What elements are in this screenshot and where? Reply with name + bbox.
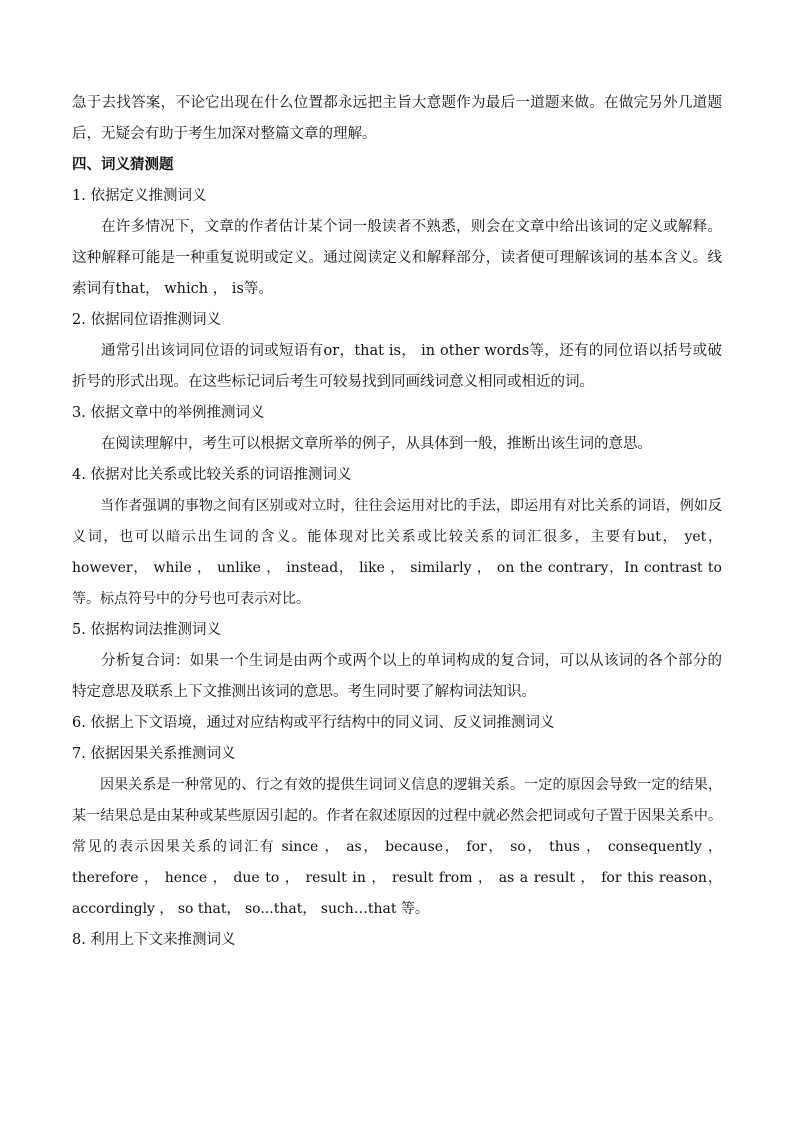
intro-paragraph: 急于去找答案，不论它出现在什么位置都永远把主旨大意题作为最后一道题来做。在做完另外几道题后，无疑会有助于考生加深对整篇文章的理解。 (72, 95, 722, 142)
item-4-body: 当作者强调的事物之间有区别或对立时，往往会运用对比的手法，即运用有对比关系的词语，例如反义词，也可以暗示出生词的含义。能体现对比关系或比较关系的词汇很多，主要有but， yet， however， while ， unlike ， instead， like ， similarly ， on the contrary，In contrast to等。标点符号中的分号也可表示对比。 (72, 498, 722, 607)
item-1-title: 1. 依据定义推测词义 (72, 188, 207, 204)
item-4-title: 4. 依据对比关系或比较关系的词语推测词义 (72, 467, 352, 483)
item-2-title: 2. 依据同位语推测词义 (72, 312, 221, 328)
item-2-body: 通常引出该词同位语的词或短语有or，that is， in other words等，还有的同位语以括号或破折号的形式出现。在这些标记词后考生可较易找到同画线词意义相同或相近的词。 (72, 343, 722, 390)
item-6-title: 6. 依据上下文语境，通过对应结构或平行结构中的同义词、反义词推测词义 (72, 715, 555, 731)
item-3-body: 在阅读理解中，考生可以根据文章所举的例子，从具体到一般，推断出该生词的意思。 (101, 436, 652, 452)
item-7-body: 因果关系是一种常见的、行之有效的提供生词词义信息的逻辑关系。一定的原因会导致一定的结果，某一结果总是由某种或某些原因引起的。作者在叙述原因的过程中就必然会把词或句子置于因果关系中。常见的表示因果关系的词汇有 since ， as， because， for， so， thus ， consequently ， therefore ， hence ， due to ， result in ， result from ， as a result ， for this reason， accordingly ， so that， so...that， such…that 等。 (72, 777, 722, 917)
item-3-title: 3. 依据文章中的举例推测词义 (72, 405, 265, 421)
item-8-title: 8. 利用上下文来推测词义 (72, 932, 236, 948)
section-heading: 四、词义猜测题 (72, 157, 174, 173)
item-5-body: 分析复合词：如果一个生词是由两个或两个以上的单词构成的复合词，可以从该词的各个部分的特定意思及联系上下文推测出该词的意思。考生同时要了解构词法知识。 (72, 653, 722, 700)
document-page (72, 88, 722, 956)
item-7-title: 7. 依据因果关系推测词义 (72, 746, 236, 762)
item-5-title: 5. 依据构词法推测词义 (72, 622, 221, 638)
item-1-body: 在许多情况下，文章的作者估计某个词一般读者不熟悉，则会在文章中给出该词的定义或解释。这种解释可能是一种重复说明或定义。通过阅读定义和解释部分，读者便可理解该词的基本含义。线索词有that， which ， is等。 (72, 219, 722, 297)
